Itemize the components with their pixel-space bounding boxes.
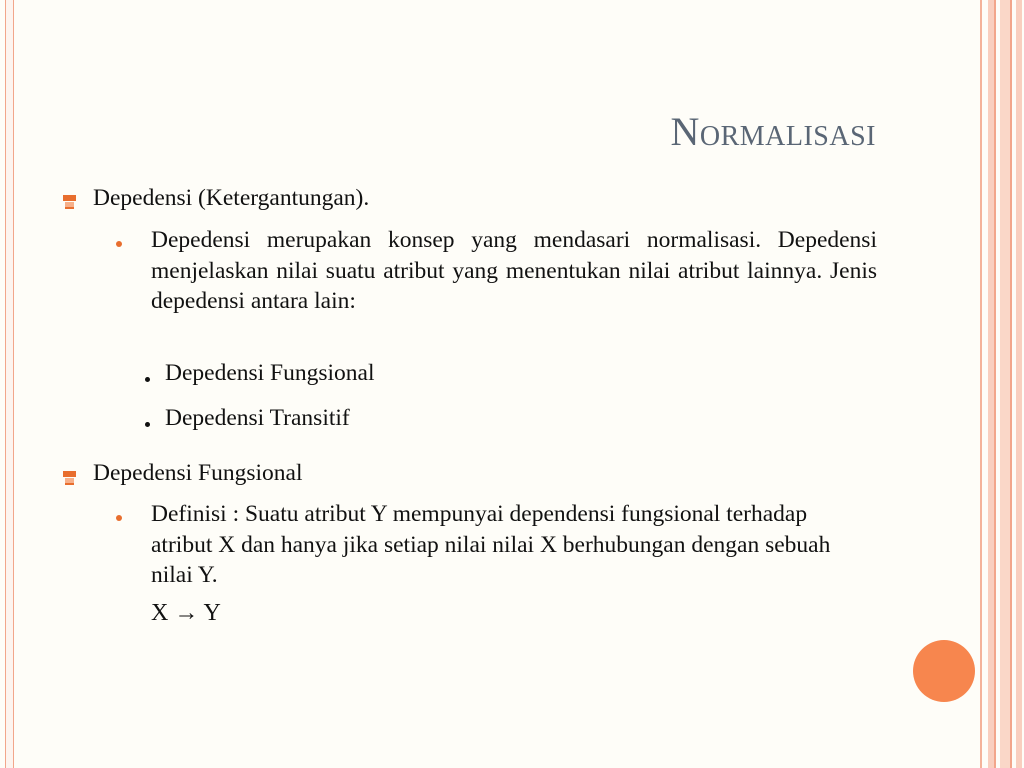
section-heading: Depedensi Fungsional [93,460,303,486]
formula: X → Y [151,600,221,626]
sub-item: Depedensi Transitif [165,405,350,431]
sub-bullet-dot-icon [145,422,150,427]
right-border-stripes [980,0,1024,768]
sub-item: Depedensi Fungsional [165,360,375,386]
left-border [5,0,14,768]
slide-title: Normalisasi [670,109,876,154]
bullet-text: Depedensi merupakan konsep yang mendasari normalisasi. Depedensi menjelaskan nilai suatu atribut yang menentukan nilai atribut lainnya. Jenis depedensi antara lain: [151,227,877,314]
section-heading: Depedensi (Ketergantungan). [93,185,370,211]
sub-bullet-dot-icon [145,377,150,382]
bullet-dot-icon [116,515,122,521]
bullet-text: Definisi : Suatu atribut Y mempunyai dependensi fungsional terhadap atribut X dan hanya jika setiap nilai nilai X berhubungan dengan sebuah nilai Y. [151,501,831,588]
bullet-marker-icon [63,471,76,484]
bullet-marker-icon [63,195,76,208]
bullet-dot-icon [116,241,122,247]
decorative-circle [913,640,975,702]
